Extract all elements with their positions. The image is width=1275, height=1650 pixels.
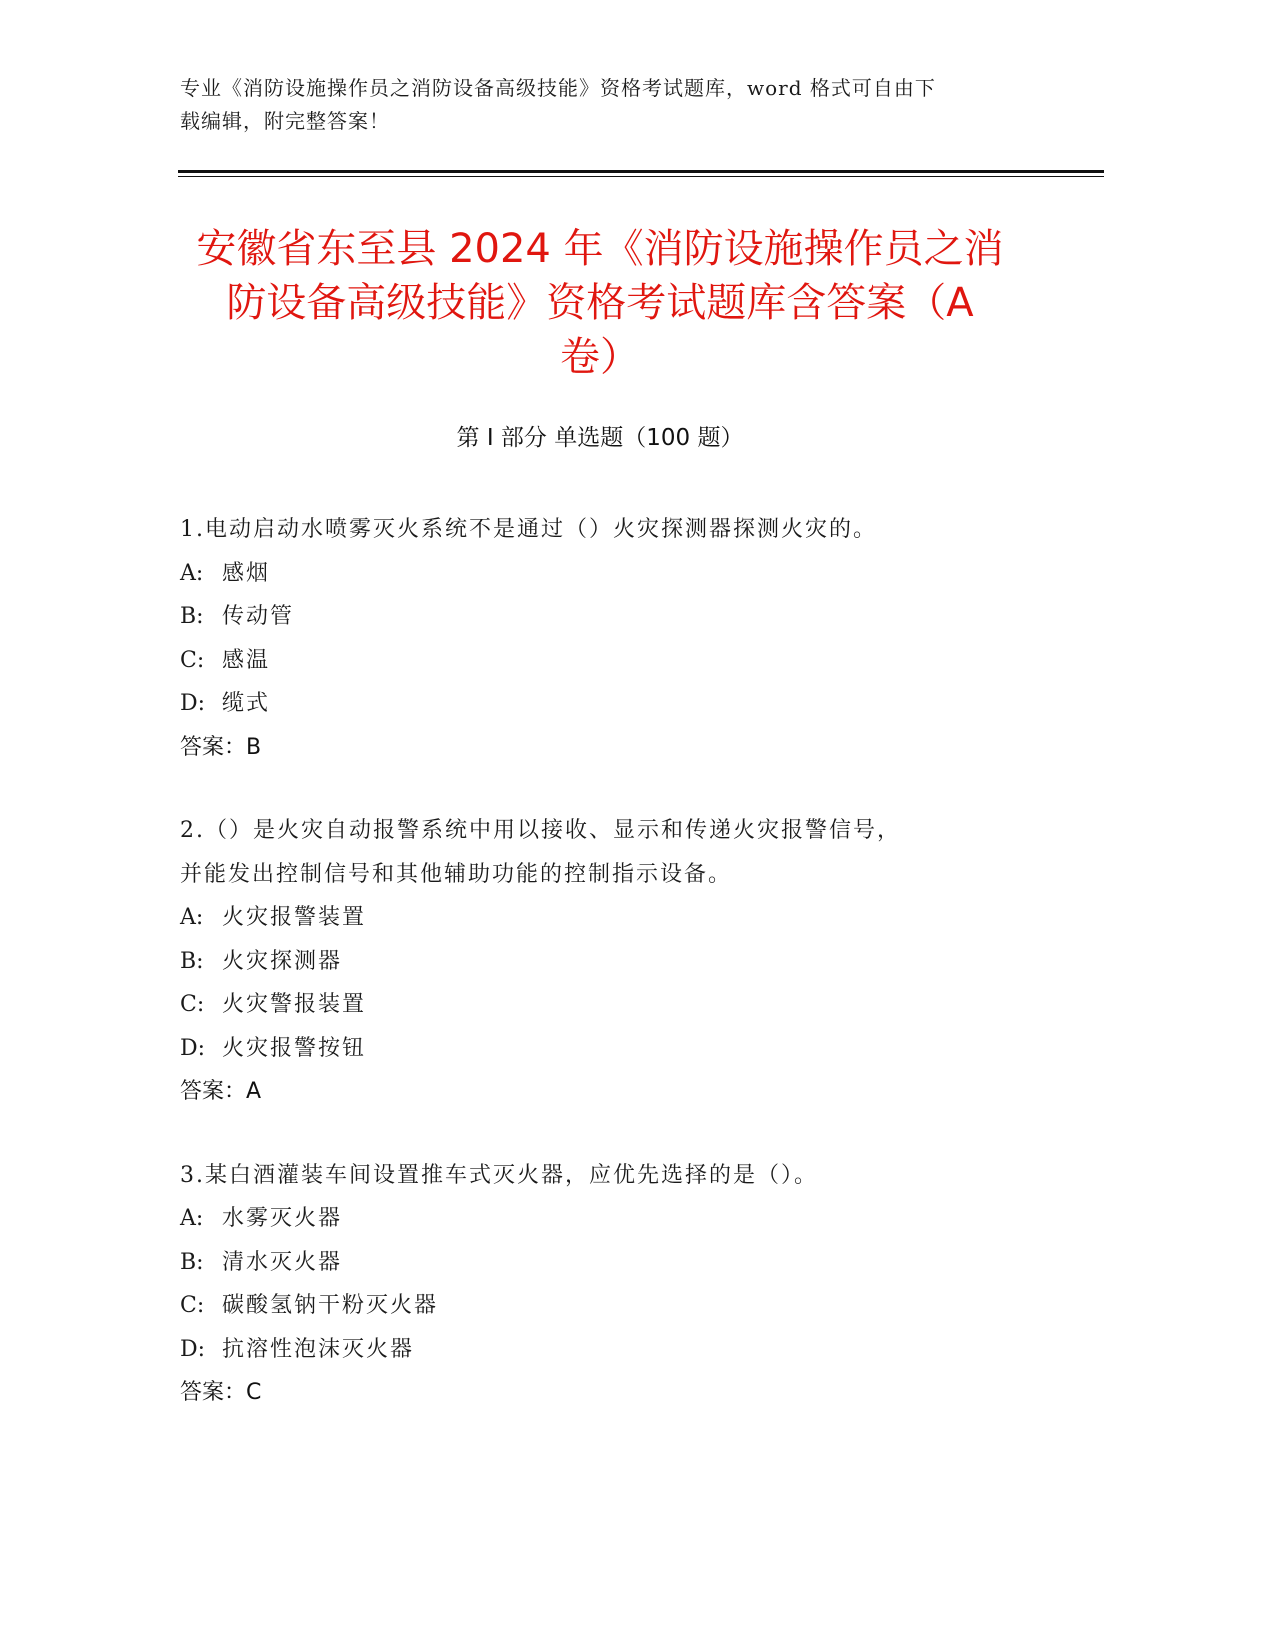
option-text: 缆式 — [222, 691, 271, 716]
document-title-line-2: 防设备高级技能》资格考试题库含答案（A — [226, 280, 974, 326]
question-item — [180, 508, 1060, 769]
option-key: D: — [180, 691, 206, 716]
header-divider-thick — [178, 170, 1104, 173]
question-stem-continued: 并能发出控制信号和其他辅助功能的控制指示设备。 — [180, 861, 733, 887]
option-a — [180, 552, 1060, 596]
option-c — [180, 1284, 1060, 1328]
option-b — [180, 940, 1060, 984]
option-text: 清水灭火器 — [222, 1249, 343, 1275]
question-item — [180, 1154, 1060, 1415]
header-divider-thin — [178, 176, 1104, 177]
section-title: 第 I 部分 单选题（100 题） — [456, 425, 744, 451]
option-a — [180, 1197, 1060, 1241]
question-item — [180, 809, 1060, 1114]
document-title-line-3: 卷） — [560, 334, 640, 380]
option-d — [180, 1027, 1060, 1071]
option-c — [180, 639, 1060, 683]
answer-line: 答案：B — [180, 734, 262, 760]
option-key: A: — [180, 560, 204, 586]
option-key: A: — [180, 1206, 204, 1231]
option-a — [180, 896, 1060, 940]
document-title — [150, 222, 1050, 384]
option-key: B: — [180, 1249, 204, 1275]
option-key: A: — [180, 905, 204, 930]
option-b — [180, 1241, 1060, 1285]
option-key: B: — [180, 948, 204, 974]
option-text: 抗溶性泡沫灭火器 — [222, 1336, 415, 1362]
option-text: 传动管 — [222, 604, 295, 629]
option-text: 火灾报警装置 — [222, 905, 367, 930]
header-note-line-1: 专业《消防设施操作员之消防设备高级技能》资格考试题库，word 格式可自由下 — [180, 76, 936, 100]
option-key: B: — [180, 604, 204, 629]
option-text: 感烟 — [222, 560, 271, 586]
header-note-line-2: 载编辑，附完整答案！ — [180, 109, 390, 133]
question-stem: 1.电动启动水喷雾灭火系统不是通过（）火灾探测器探测火灾的。 — [180, 517, 877, 542]
document-title-line-1: 安徽省东至县 2024 年《消防设施操作员之消 — [196, 226, 1004, 272]
option-text: 水雾灭火器 — [222, 1206, 343, 1231]
option-text: 火灾报警按钮 — [222, 1035, 367, 1061]
option-key: D: — [180, 1336, 206, 1362]
option-d — [180, 682, 1060, 726]
option-d — [180, 1328, 1060, 1372]
option-key: C: — [180, 1293, 205, 1318]
header-note — [180, 72, 1040, 138]
option-key: C: — [180, 992, 205, 1017]
answer-line: 答案：C — [180, 1380, 262, 1405]
question-list — [180, 508, 1060, 1455]
option-key: C: — [180, 647, 205, 673]
question-stem: 3.某白酒灌装车间设置推车式灭火器，应优先选择的是（）。 — [180, 1162, 818, 1188]
option-b — [180, 595, 1060, 639]
option-text: 感温 — [222, 647, 271, 673]
option-text: 火灾警报装置 — [222, 992, 367, 1017]
answer-line: 答案：A — [180, 1079, 262, 1104]
option-text: 火灾探测器 — [222, 948, 343, 974]
option-text: 碳酸氢钠干粉灭火器 — [222, 1293, 439, 1318]
option-key: D: — [180, 1035, 206, 1061]
option-c — [180, 983, 1060, 1027]
question-stem: 2.（）是火灾自动报警系统中用以接收、显示和传递火灾报警信号， — [180, 818, 901, 843]
